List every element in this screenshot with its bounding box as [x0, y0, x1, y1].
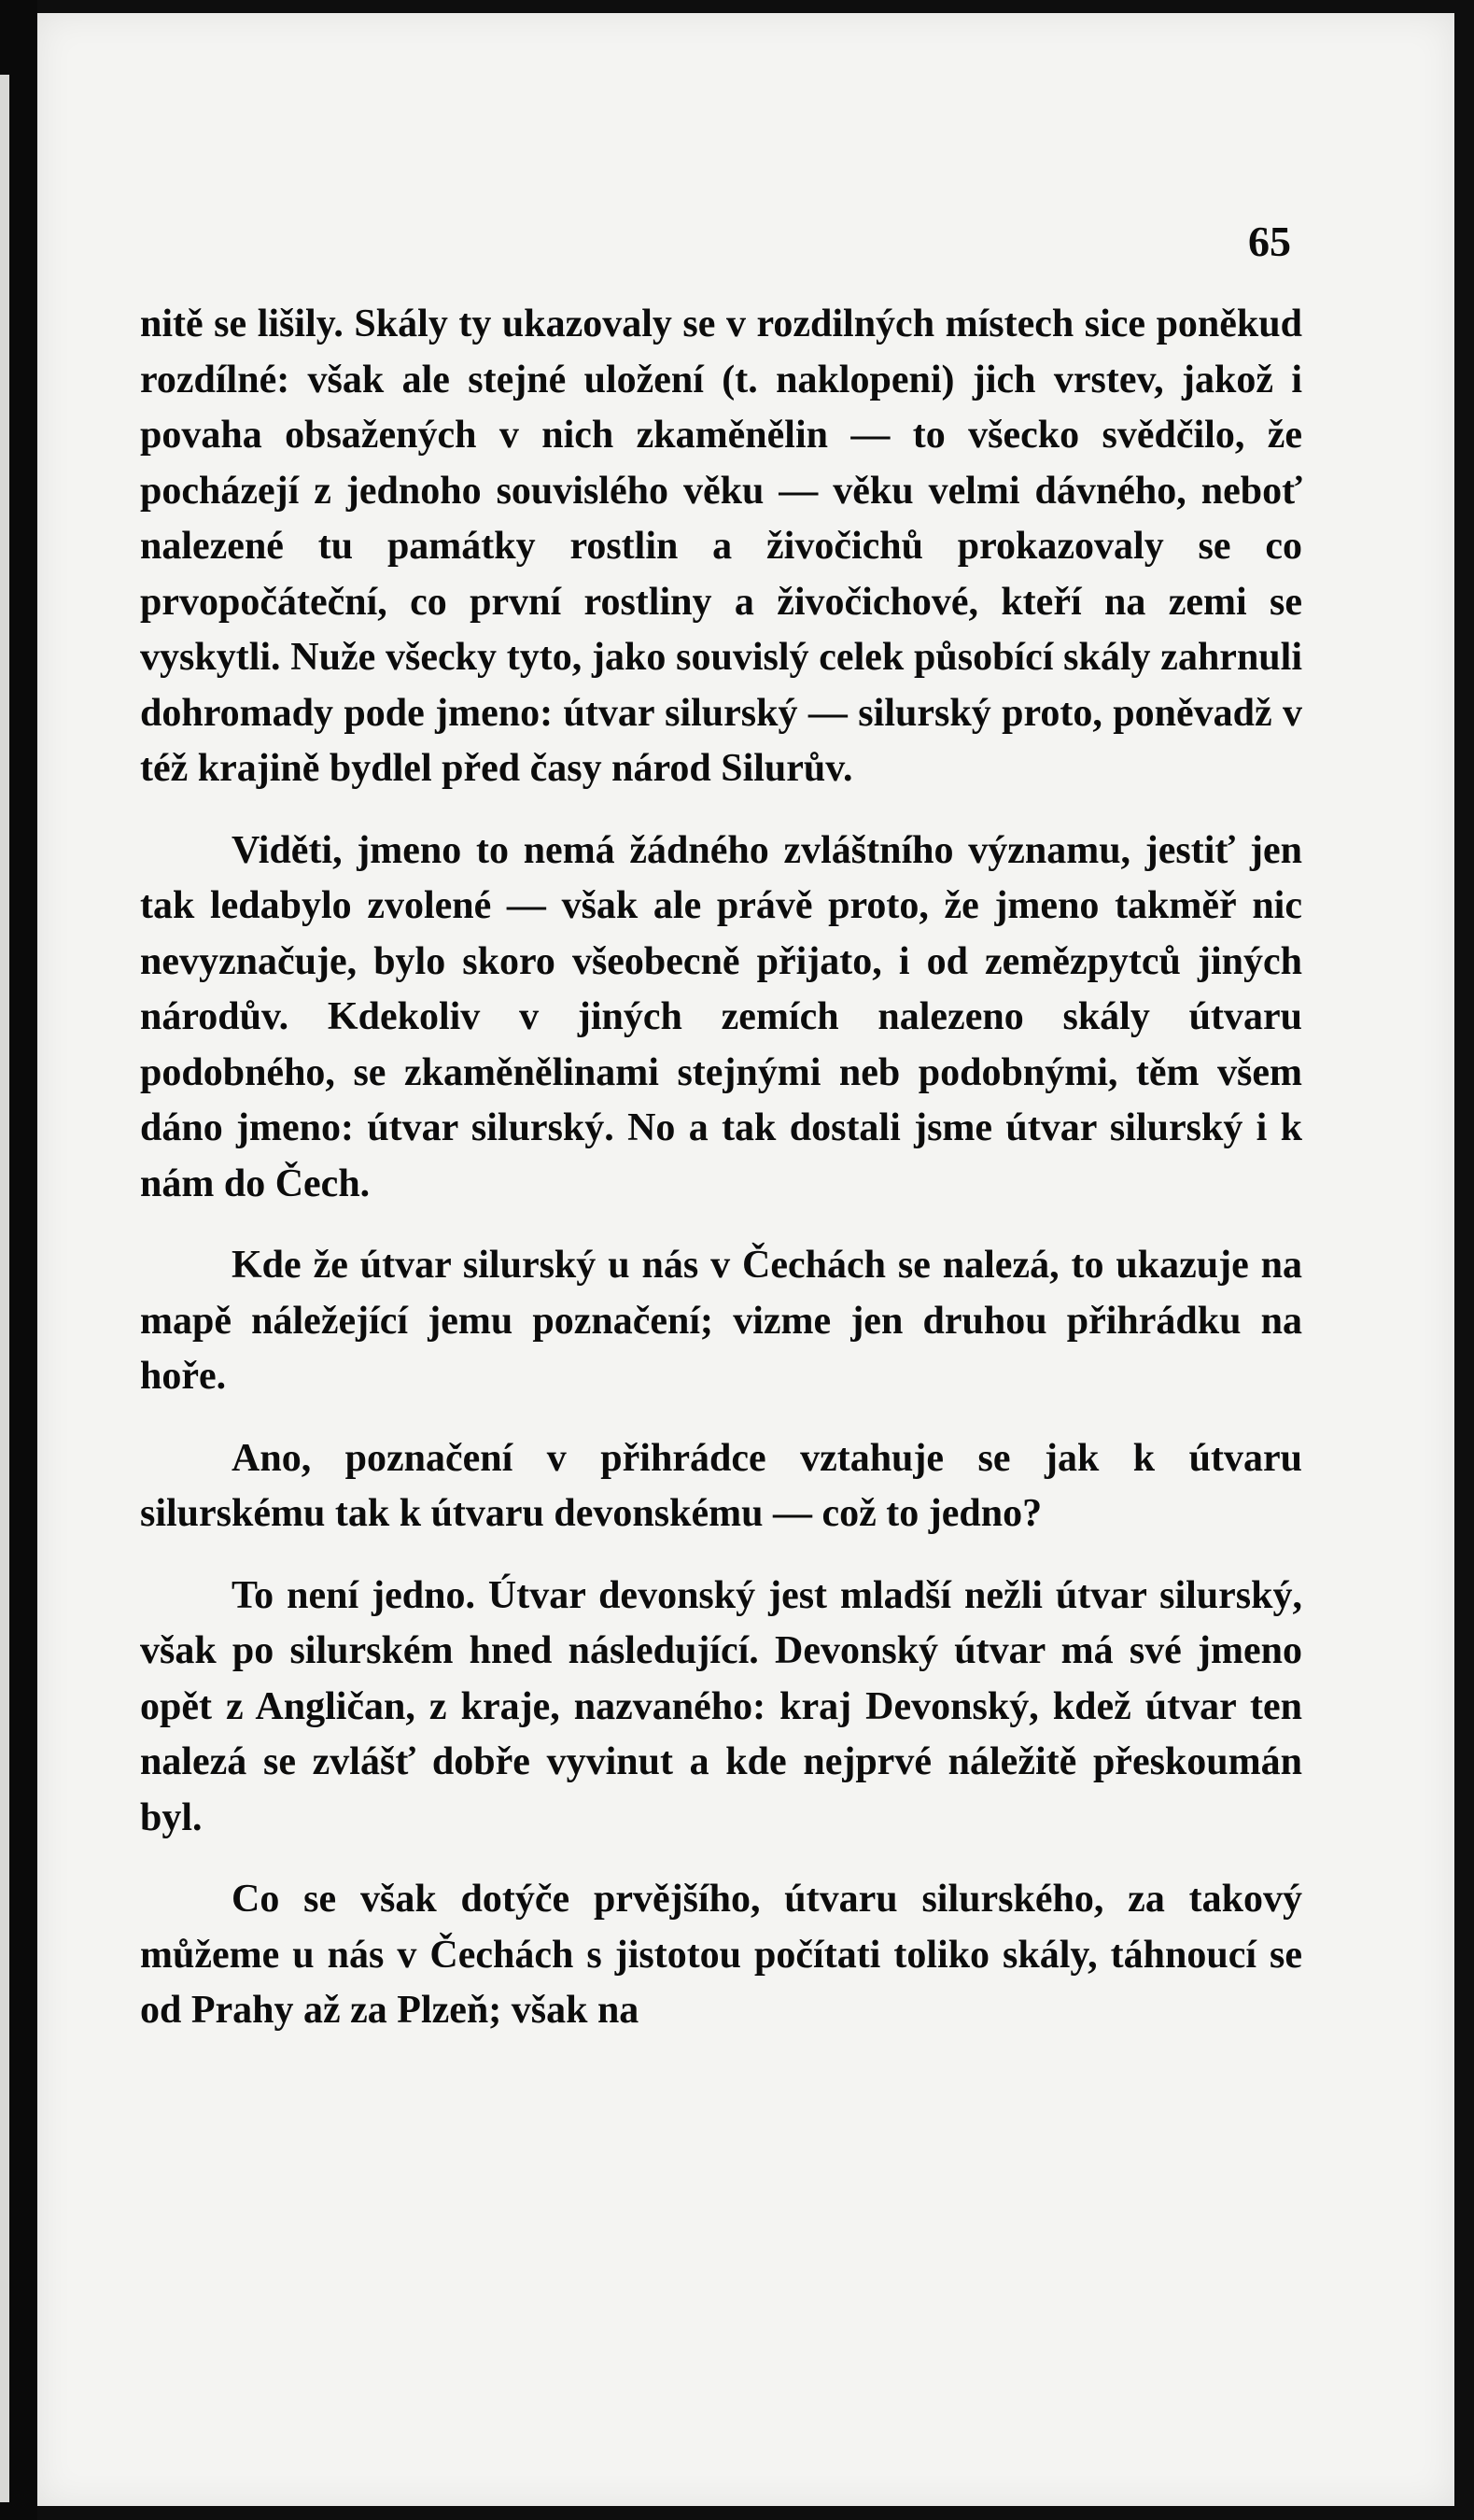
scan-edge-strip — [0, 75, 9, 2502]
page-text — [140, 297, 1302, 2039]
paragraph: Viděti, jmeno to nemá žádného zvláštního významu, jestiť jen tak ledabylo zvolené — však ale právě proto, že jmeno takměř nic nevyznačuje, bylo skoro všeobecně přijato, i od zemězpytců jiných národův. Kdekoliv v jiných zemích nalezeno skály útvaru podobného, se zkaměnělinami stejnými neb podobnými, těm všem dáno jmeno: útvar silurský. No a tak dostali jsme útvar silurský i k nám do Čech. — [140, 828, 1302, 1205]
paragraph: Co se však dotýče prvějšího, útvaru silurského, za takový můžeme u nás v Čechách s jistotou počítati toliko skály, táhnoucí se od Prahy až za Plzeň; však na — [140, 1878, 1302, 2032]
paragraph: Kde že útvar silurský u nás v Čechách se nalezá, to ukazuje na mapě náležející jemu poznačení; vizme jen druhou přihrádku na hoře. — [140, 1244, 1302, 1398]
scan-left-edge — [0, 0, 37, 2520]
paragraph: To není jedno. Útvar devonský jest mladší nežli útvar silurský, však po silurském hned následující. Devonský útvar má své jmeno opět z Angličan, z kraje, nazvaného: kraj Devonský, kdež útvar ten nalezá se zvlášť dobře vyvinut a kde nejprvé náležitě přeskoumán byl. — [140, 1573, 1302, 1839]
page-number: 65 — [1248, 218, 1291, 265]
paragraph: Ano, poznačení v přihrádce vztahuje se jak k útvaru silurskému tak k útvaru devonskému — což to jedno? — [140, 1436, 1302, 1535]
paragraph: nitě se lišily. Skály ty ukazovaly se v rozdilných místech sice poněkud rozdílné: však ale stejné uložení (t. naklopeni) jich vrstev, jakož i povaha obsažených v nich zkaměnělin — to všecko svědčilo, že pocházejí z jednoho souvislého věku — věku velmi dávného, neboť nalezené tu památky rostlin a živočichů prokazovaly se co prvopočáteční, co první rostliny a živočichové, kteří na zemi se vyskytli. Nuže všecky tyto, jako souvislý celek působící skály zahrnuli dohromady pode jmeno: útvar silurský — silurský proto, poněvadž v též krajině bydlel před časy národ Silurův. — [140, 303, 1302, 790]
